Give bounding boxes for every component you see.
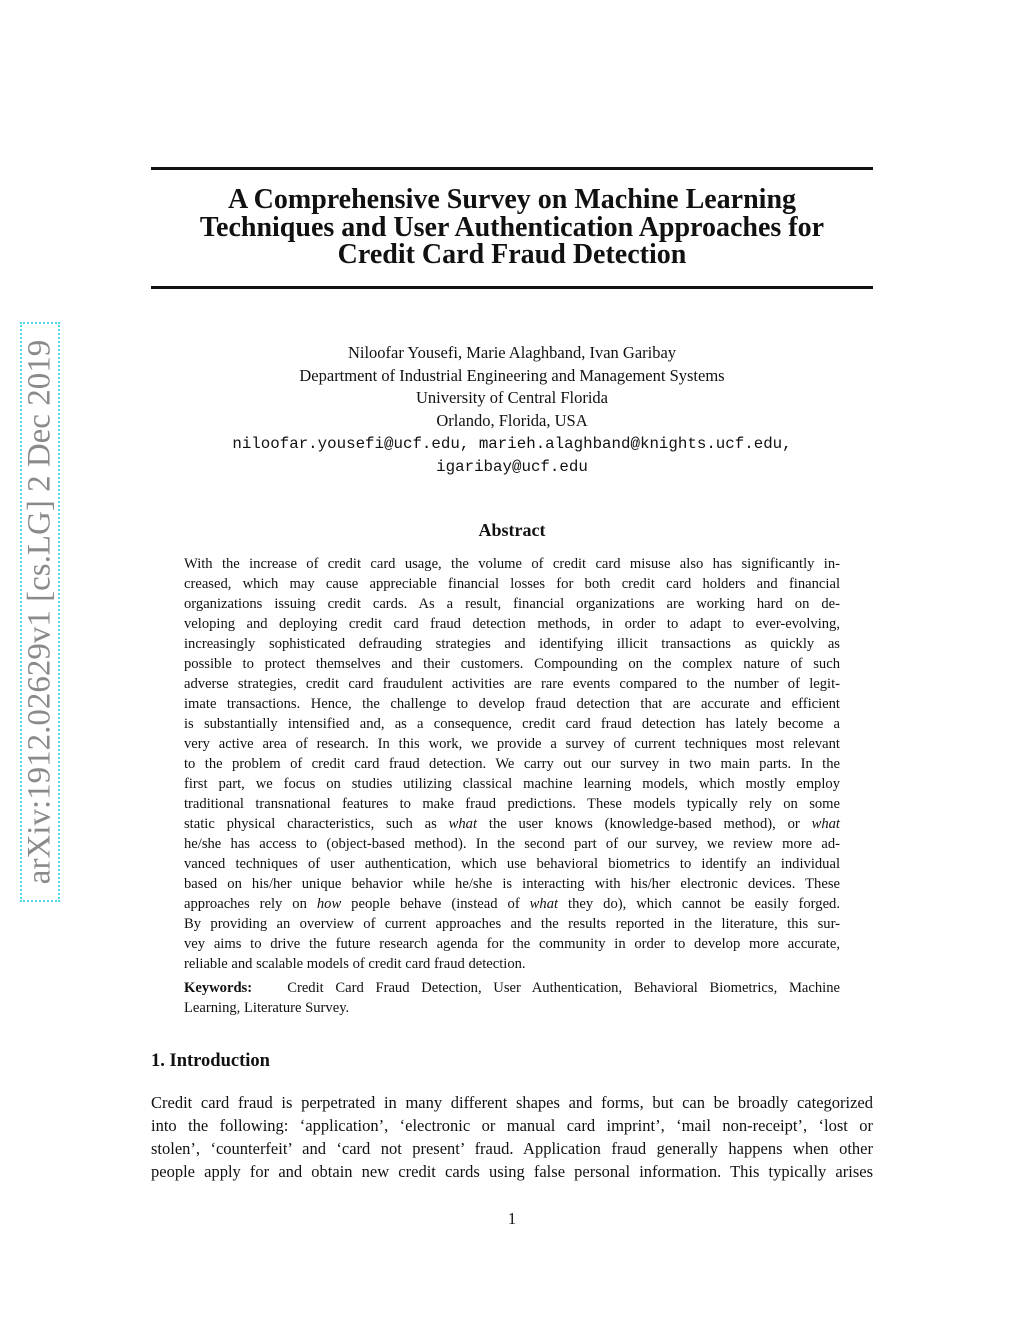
abstract-text: creased, which may cause appreciable financial losses for both credit card holders and financial — [184, 576, 840, 592]
arxiv-identifier: arXiv:1912.02629v1 [cs.LG] 2 Dec 2019 — [21, 339, 58, 885]
abstract-line — [184, 694, 840, 714]
abstract-text: approaches rely on — [184, 896, 317, 912]
abstract-text: possible to protect themselves and their customers. Compounding on the complex nature of such — [184, 656, 840, 672]
author-location: Orlando, Florida, USA — [436, 411, 588, 431]
abstract-line — [184, 754, 840, 774]
abstract-text: first part, we focus on studies utilizing classical machine learning models, which mostly employ — [184, 776, 840, 792]
abstract-text: adverse strategies, credit card fraudulent activities are rare events compared to the number of legit- — [184, 676, 840, 692]
abstract-line — [184, 774, 840, 794]
abstract-line — [184, 574, 840, 594]
body-text-line: into the following: ‘application’, ‘electronic or manual card imprint’, ‘mail non-receipt’, ‘lost or — [151, 1116, 873, 1135]
abstract-line — [184, 594, 840, 614]
abstract-text: is substantially intensified and, as a consequence, credit card fraud detection has lately become a — [184, 716, 840, 732]
emphasis-text: what — [448, 816, 478, 832]
abstract-text: vanced techniques of user authentication, which use behavioral biometrics to identify an individual — [184, 856, 840, 872]
abstract-text: With the increase of credit card usage, the volume of credit card misuse also has significantly in- — [184, 556, 840, 572]
abstract-text: vey aims to drive the future research agenda for the community in order to develop more accurate, — [184, 936, 840, 952]
abstract-heading: Abstract — [478, 520, 546, 540]
title-line: A Comprehensive Survey on Machine Learning — [227, 184, 797, 215]
abstract-line — [184, 734, 840, 754]
author-emails-continued: igaribay@ucf.edu — [436, 457, 588, 476]
abstract-line — [184, 934, 840, 954]
section-heading-introduction: 1. Introduction — [151, 1051, 270, 1071]
author-department: Department of Industrial Engineering and Management Systems — [299, 365, 725, 385]
abstract-text: the user knows (knowledge-based method), or — [477, 816, 812, 832]
abstract-text: very active area of research. In this work, we provide a survey of current techniques most relevant — [184, 736, 840, 752]
abstract-line — [184, 894, 840, 914]
keywords-line: Learning, Literature Survey. — [184, 1000, 350, 1016]
abstract-line — [184, 714, 840, 734]
body-text-line: stolen’, ‘counterfeit’ and ‘card not present’ fraud. Application fraud generally happens when other — [151, 1139, 873, 1158]
abstract-text: based on his/her unique behavior while he/she is interacting with his/her electronic devices. These — [184, 876, 840, 892]
abstract-text: organizations issuing credit cards. As a result, financial organizations are working hard on de- — [184, 596, 840, 612]
abstract-line — [184, 854, 840, 874]
body-text-line: Credit card fraud is perpetrated in many different shapes and forms, but can be broadly categorized — [151, 1093, 873, 1112]
abstract-text: static physical characteristics, such as — [184, 816, 449, 832]
abstract-line — [184, 874, 840, 894]
abstract-text: he/she has access to (object-based method). In the second part of our survey, we review more ad- — [184, 836, 840, 852]
keywords-line — [184, 978, 840, 998]
paper-title — [151, 186, 873, 269]
abstract-line — [184, 614, 840, 634]
abstract-text: By providing an overview of current approaches and the results reported in the literature, this sur- — [184, 916, 840, 932]
title-top-rule — [151, 167, 873, 170]
abstract-line — [184, 634, 840, 654]
abstract-line — [184, 674, 840, 694]
emphasis-text: what — [529, 896, 559, 912]
abstract-text: veloping and deploying credit card fraud detection methods, in order to adapt to ever-evolving, — [184, 616, 840, 632]
author-university: University of Central Florida — [415, 388, 608, 408]
abstract-line — [184, 914, 840, 934]
abstract-text: increasingly sophisticated defrauding strategies and identifying illicit transactions as quickly as — [184, 636, 840, 652]
emphasis-text: what — [811, 816, 840, 832]
abstract-text: traditional transnational features to make fraud predictions. These models typically rely on some — [184, 796, 840, 812]
keywords-label: Keywords: — [184, 980, 253, 996]
emphasis-text: how — [316, 896, 342, 912]
abstract-line — [184, 794, 840, 814]
author-block — [151, 342, 873, 478]
abstract-text: imate transactions. Hence, the challenge to develop fraud detection that are accurate and efficient — [184, 696, 840, 712]
author-emails: niloofar.yousefi@ucf.edu, marieh.alaghband@knights.ucf.edu, — [232, 434, 792, 453]
author-names: Niloofar Yousefi, Marie Alaghband, Ivan Garibay — [347, 343, 677, 362]
abstract-body — [184, 554, 840, 1018]
title-bottom-rule — [151, 286, 873, 289]
body-text-line: people apply for and obtain new credit cards using false personal information. This typically arises — [151, 1162, 873, 1181]
abstract-line — [184, 834, 840, 854]
abstract-line — [184, 954, 840, 974]
abstract-text: they do), which cannot be easily forged. — [558, 896, 840, 912]
abstract-text: people behave (instead of — [341, 896, 530, 912]
abstract-line — [184, 654, 840, 674]
abstract-text: reliable and scalable models of credit card fraud detection. — [184, 956, 526, 972]
title-line: Credit Card Fraud Detection — [337, 239, 687, 270]
keywords-text: Credit Card Fraud Detection, User Authentication, Behavioral Biometrics, Machine — [287, 980, 840, 996]
introduction-body — [151, 1091, 873, 1183]
abstract-line — [184, 814, 840, 834]
abstract-line — [184, 554, 840, 574]
page-number: 1 — [507, 1209, 517, 1228]
title-line: Techniques and User Authentication Approaches for — [199, 211, 825, 243]
abstract-text: to the problem of credit card fraud detection. We carry out our survey in two main parts. In the — [184, 756, 840, 772]
